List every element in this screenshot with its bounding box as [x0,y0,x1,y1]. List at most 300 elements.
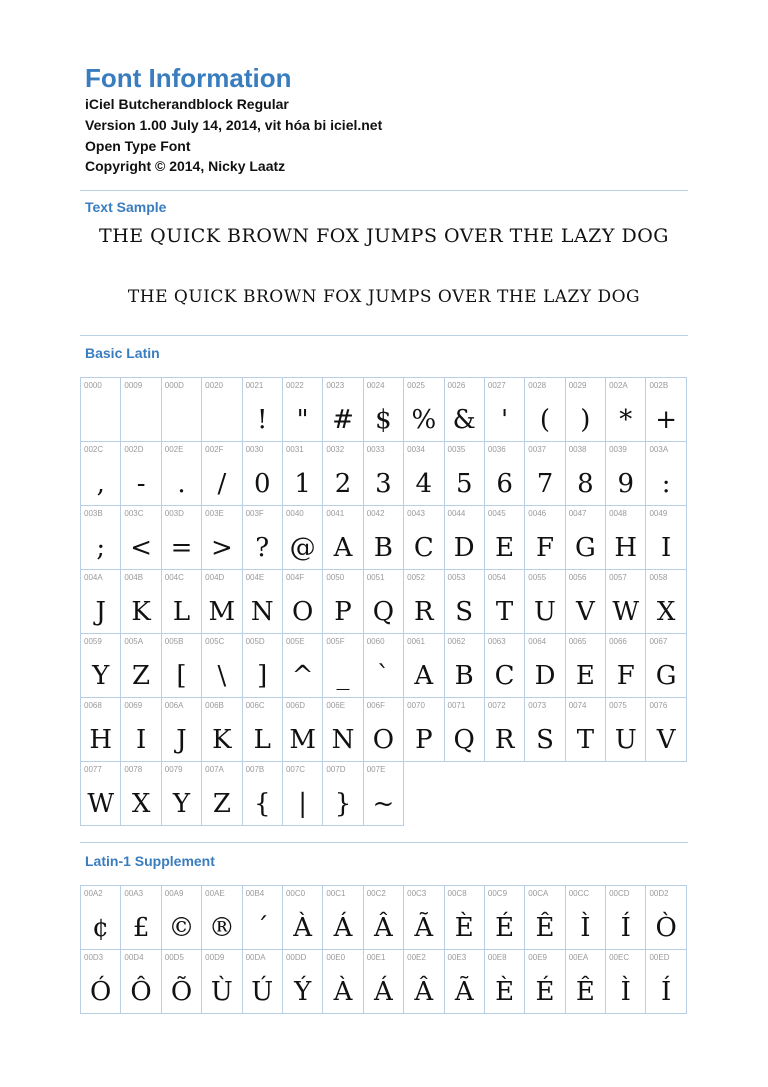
glyph-char: É [535,977,555,1007]
glyph-code: 0067 [649,637,668,646]
glyph-code: 006B [205,701,224,710]
glyph-code: 007E [366,765,386,774]
glyph-code: 0061 [407,637,425,646]
glyph-char: 3 [375,469,392,499]
glyph-char: 5 [455,469,473,499]
glyph-code: 005F [326,637,345,646]
glyph-char: ; [96,533,106,563]
glyph-char: Y [172,789,191,819]
glyph-cell [404,442,444,506]
glyph-code: 0079 [164,765,183,774]
glyph-cell [162,886,202,950]
glyph-cell [121,762,161,826]
glyph-cell [445,570,485,634]
glyph-cell [283,950,323,1014]
glyph-code: 00C3 [407,889,427,898]
glyph-char: ? [255,533,270,563]
glyph-char: K [131,597,151,627]
glyph-cell [81,698,121,762]
glyph-char: Â [374,913,393,943]
glyph-char: @ [289,533,316,563]
glyph-cell [243,698,283,762]
glyph-code: 004E [245,573,265,582]
glyph-cell [202,378,242,442]
glyph-cell [525,378,565,442]
glyph-char: 6 [496,469,513,499]
glyph-cell [364,442,404,506]
glyph-code: 0009 [124,381,143,390]
glyph-code: 0047 [568,509,587,518]
glyph-char: < [130,533,152,563]
glyph-cell [404,886,444,950]
glyph-code: 00E3 [447,953,467,962]
glyph-char: Ý [294,977,312,1007]
glyph-char: Y [92,661,110,691]
glyph-code: 006D [285,701,306,710]
glyph-char: $ [375,405,392,435]
glyph-cell [566,442,606,506]
glyph-cell [162,762,202,826]
glyph-cell [162,634,202,698]
glyph-cell [323,634,363,698]
glyph-cell [364,762,404,826]
glyph-grid-latin1 [80,885,687,1014]
glyph-char: Õ [170,977,193,1007]
glyph-char: { [253,789,271,819]
glyph-char: Q [372,597,395,627]
glyph-char: I [661,533,672,563]
glyph-char: ' [501,405,509,435]
glyph-code: 00D5 [164,953,184,962]
glyph-char: Ê [535,913,555,943]
glyph-code: 0021 [245,381,264,390]
glyph-cell [81,570,121,634]
glyph-cell [162,698,202,762]
glyph-cell [606,698,646,762]
glyph-char: K [212,725,232,755]
glyph-code: 00AE [205,889,225,898]
glyph-cell [202,570,242,634]
glyph-char: X [656,597,676,627]
glyph-cell [485,634,525,698]
glyph-code: 003B [84,509,103,518]
glyph-code: 0073 [528,701,547,710]
glyph-char: \ [217,661,227,691]
glyph-char: R [494,725,515,755]
glyph-code: 0032 [326,445,345,454]
glyph-code: 003D [164,509,184,518]
glyph-cell [364,886,404,950]
section-heading-latin1: Latin-1 Supplement [85,853,215,869]
glyph-char: Í [620,913,631,943]
glyph-code: 007A [205,765,224,774]
glyph-code: 0062 [447,637,466,646]
glyph-char: Ì [580,913,591,943]
glyph-cell [646,886,686,950]
glyph-code: 000D [164,381,184,390]
glyph-code: 00DA [245,953,266,962]
glyph-cell [566,506,606,570]
glyph-cell [243,442,283,506]
glyph-char: 2 [334,469,352,499]
glyph-code: 0077 [84,765,102,774]
glyph-char: + [655,405,678,435]
glyph-cell [606,506,646,570]
glyph-cell [525,886,565,950]
glyph-cell [646,570,686,634]
glyph-cell [445,442,485,506]
glyph-cell [202,886,242,950]
glyph-char: U [534,597,556,627]
glyph-char: 9 [617,469,635,499]
glyph-cell [162,950,202,1014]
glyph-cell [81,886,121,950]
glyph-code: 004D [205,573,225,582]
glyph-code: 0070 [407,701,425,710]
glyph-code: 0052 [407,573,425,582]
glyph-cell [121,634,161,698]
glyph-code: 00E8 [487,953,507,962]
glyph-cell [364,570,404,634]
glyph-cell [606,378,646,442]
glyph-cell [243,570,283,634]
glyph-char: 0 [253,469,271,499]
glyph-cell [566,570,606,634]
glyph-code: 0037 [528,445,547,454]
glyph-cell [121,886,161,950]
glyph-char: Á [333,913,353,943]
glyph-cell [323,762,363,826]
glyph-char: = [170,533,193,563]
glyph-code: 0042 [366,509,385,518]
glyph-code: 0039 [609,445,627,454]
glyph-cell [81,506,121,570]
glyph-cell [646,698,686,762]
glyph-cell [81,762,121,826]
glyph-code: 0074 [568,701,587,710]
glyph-char: A [333,533,353,563]
glyph-char: V [656,725,676,755]
glyph-char: P [415,725,433,755]
glyph-code: 006A [164,701,184,710]
sample-line-2: THE QUICK BROWN FOX JUMPS OVER THE LAZY DOG [127,287,641,307]
glyph-cell [606,442,646,506]
glyph-char: À [333,977,353,1007]
glyph-code: 005A [124,637,144,646]
glyph-char: ( [539,405,551,435]
glyph-char: A [414,661,434,691]
glyph-char: M [289,725,316,755]
sample-line-1: THE QUICK BROWN FOX JUMPS OVER THE LAZY DOG [99,225,669,247]
glyph-code: 0029 [568,381,587,390]
glyph-char: G [655,661,677,691]
glyph-cell [243,506,283,570]
glyph-char: ^ [291,661,314,691]
glyph-cell [243,762,283,826]
glyph-code: 00DD [285,953,307,962]
font-version: Version 1.00 July 14, 2014, vit hóa bi iciel.net [85,117,383,133]
glyph-code: 0048 [609,509,627,518]
glyph-char: U [614,725,637,755]
glyph-code: 0023 [326,381,345,390]
glyph-code: 006F [366,701,385,710]
glyph-code: 00A9 [164,889,184,898]
glyph-cell [202,698,242,762]
glyph-cell [485,950,525,1014]
glyph-code: 0069 [124,701,143,710]
glyph-code: 0027 [487,381,506,390]
glyph-cell [445,506,485,570]
glyph-char: H [89,725,113,755]
glyph-char: Ã [414,913,434,943]
glyph-code: 00C2 [366,889,386,898]
glyph-cell [566,886,606,950]
glyph-code: 005D [245,637,265,646]
glyph-code: 006E [326,701,346,710]
glyph-cell [445,698,485,762]
glyph-cell [364,698,404,762]
glyph-code: 00EA [568,953,589,962]
glyph-code: 00E2 [407,953,426,962]
page-title: Font Information [85,63,292,93]
glyph-code: 00D4 [124,953,144,962]
glyph-char: / [217,469,227,499]
glyph-cell [243,378,283,442]
glyph-code: 0022 [285,381,304,390]
glyph-code: 0059 [84,637,102,646]
glyph-code: 0026 [447,381,466,390]
glyph-code: 0020 [205,381,223,390]
glyph-cell [445,886,485,950]
glyph-code: 0064 [528,637,547,646]
glyph-code: 005C [205,637,225,646]
glyph-code: 0031 [285,445,304,454]
glyph-char: ` [376,661,390,691]
glyph-cell [162,378,202,442]
glyph-char: E [495,533,515,563]
glyph-code: 0057 [609,573,627,582]
glyph-cell [445,378,485,442]
glyph-code: 00C8 [447,889,467,898]
glyph-code: 00C0 [285,889,306,898]
glyph-code: 0060 [366,637,385,646]
glyph-code: 00D3 [84,953,104,962]
glyph-code: 007D [326,765,346,774]
glyph-code: 0046 [528,509,547,518]
glyph-code: 0058 [649,573,668,582]
glyph-code: 007C [285,765,306,774]
glyph-cell [283,762,323,826]
glyph-cell [162,570,202,634]
glyph-code: 0000 [84,381,102,390]
glyph-char: 7 [536,469,554,499]
glyph-cell [323,506,363,570]
glyph-char: Ì [620,977,631,1007]
font-copyright: Copyright © 2014, Nicky Laatz [85,158,286,174]
glyph-char: Ó [90,977,112,1007]
glyph-code: 0078 [124,765,143,774]
glyph-code: 0036 [487,445,506,454]
glyph-char: J [95,597,106,627]
glyph-char: ) [580,405,591,435]
glyph-char: T [495,597,514,627]
glyph-code: 0063 [487,637,506,646]
glyph-code: 004A [84,573,103,582]
glyph-cell [566,634,606,698]
glyph-char: N [331,725,355,755]
glyph-code: 0071 [447,701,466,710]
glyph-code: 003E [205,509,224,518]
glyph-cell [364,950,404,1014]
glyph-code: 002F [205,445,224,454]
glyph-char: } [334,789,352,819]
glyph-cell [404,950,444,1014]
glyph-char: M [208,597,236,627]
glyph-cell [646,506,686,570]
glyph-code: 0025 [407,381,425,390]
glyph-char: . [177,469,186,499]
glyph-cell [525,950,565,1014]
glyph-cell [283,442,323,506]
glyph-code: 002B [649,381,669,390]
glyph-cell [323,378,363,442]
glyph-char: * [619,405,633,435]
glyph-char: D [534,661,556,691]
glyph-code: 0050 [326,573,345,582]
glyph-cell [364,634,404,698]
glyph-cell [445,634,485,698]
glyph-code: 00D9 [205,953,225,962]
glyph-char: P [334,597,352,627]
glyph-char: ! [257,405,268,435]
glyph-char: W [87,789,115,819]
glyph-code: 005E [285,637,305,646]
glyph-code: 0051 [366,573,385,582]
glyph-cell [606,886,646,950]
glyph-code: 00C9 [487,889,508,898]
glyph-code: 0065 [568,637,587,646]
glyph-code: 0044 [447,509,466,518]
glyph-cell [485,886,525,950]
glyph-cell [646,634,686,698]
glyph-code: 003F [245,509,264,518]
glyph-code: 0038 [568,445,587,454]
glyph-code: 0033 [366,445,385,454]
glyph-cell [283,886,323,950]
glyph-code: 00CD [609,889,630,898]
glyph-code: 003C [124,509,144,518]
glyph-char: Z [132,661,151,691]
glyph-char: > [210,533,233,563]
glyph-char: Q [453,725,475,755]
glyph-char: Ò [655,913,677,943]
font-name: iCiel Butcherandblock Regular [85,96,289,112]
glyph-cell [566,698,606,762]
glyph-code: 00A3 [124,889,144,898]
divider [80,842,688,843]
glyph-cell [202,762,242,826]
glyph-cell [81,950,121,1014]
glyph-code: 0053 [447,573,466,582]
glyph-char: W [612,597,640,627]
glyph-cell [646,950,686,1014]
glyph-cell [646,442,686,506]
glyph-code: 00ED [649,953,670,962]
glyph-code: 003A [649,445,669,454]
glyph-cell [364,506,404,570]
glyph-cell [243,886,283,950]
glyph-char: , [96,469,105,499]
glyph-code: 0066 [609,637,627,646]
glyph-code: 00D2 [649,889,669,898]
glyph-char: - [136,469,146,499]
glyph-cell [202,634,242,698]
glyph-code: 0056 [568,573,587,582]
glyph-char: B [454,661,474,691]
glyph-char: Ê [575,977,595,1007]
glyph-cell [121,378,161,442]
glyph-cell [404,634,444,698]
glyph-cell [485,506,525,570]
glyph-char: S [455,597,474,627]
glyph-cell [202,506,242,570]
glyph-char: G [574,533,596,563]
glyph-cell [323,886,363,950]
glyph-char: F [616,661,635,691]
glyph-code: 00E1 [366,953,386,962]
glyph-code: 0043 [407,509,425,518]
glyph-char: T [576,725,595,755]
glyph-cell [121,442,161,506]
glyph-cell [485,570,525,634]
glyph-cell [606,570,646,634]
glyph-char: È [454,913,474,943]
glyph-char: : [661,469,671,499]
glyph-code: 004C [164,573,184,582]
glyph-cell [566,378,606,442]
glyph-char: H [614,533,638,563]
glyph-code: 00B4 [245,889,265,898]
glyph-cell [525,506,565,570]
glyph-cell [283,698,323,762]
glyph-char: © [168,913,195,943]
glyph-code: 0068 [84,701,102,710]
glyph-char: _ [336,661,350,691]
glyph-char: 8 [577,469,594,499]
glyph-grid-basic-latin [80,377,687,826]
divider [80,335,688,336]
glyph-cell [81,378,121,442]
glyph-char: " [296,405,309,435]
glyph-char: S [536,725,554,755]
glyph-code: 0055 [528,573,547,582]
glyph-code: 00C1 [326,889,346,898]
glyph-code: 004B [124,573,144,582]
glyph-char: N [250,597,274,627]
glyph-char: À [293,913,313,943]
glyph-char: X [131,789,151,819]
glyph-cell [81,442,121,506]
glyph-cell [606,634,646,698]
glyph-code: 00CA [528,889,549,898]
glyph-char: R [414,597,434,627]
glyph-char: | [298,789,308,819]
glyph-char: # [332,405,354,435]
glyph-char: D [453,533,475,563]
glyph-char: L [253,725,271,755]
glyph-cell [404,506,444,570]
glyph-cell [162,506,202,570]
